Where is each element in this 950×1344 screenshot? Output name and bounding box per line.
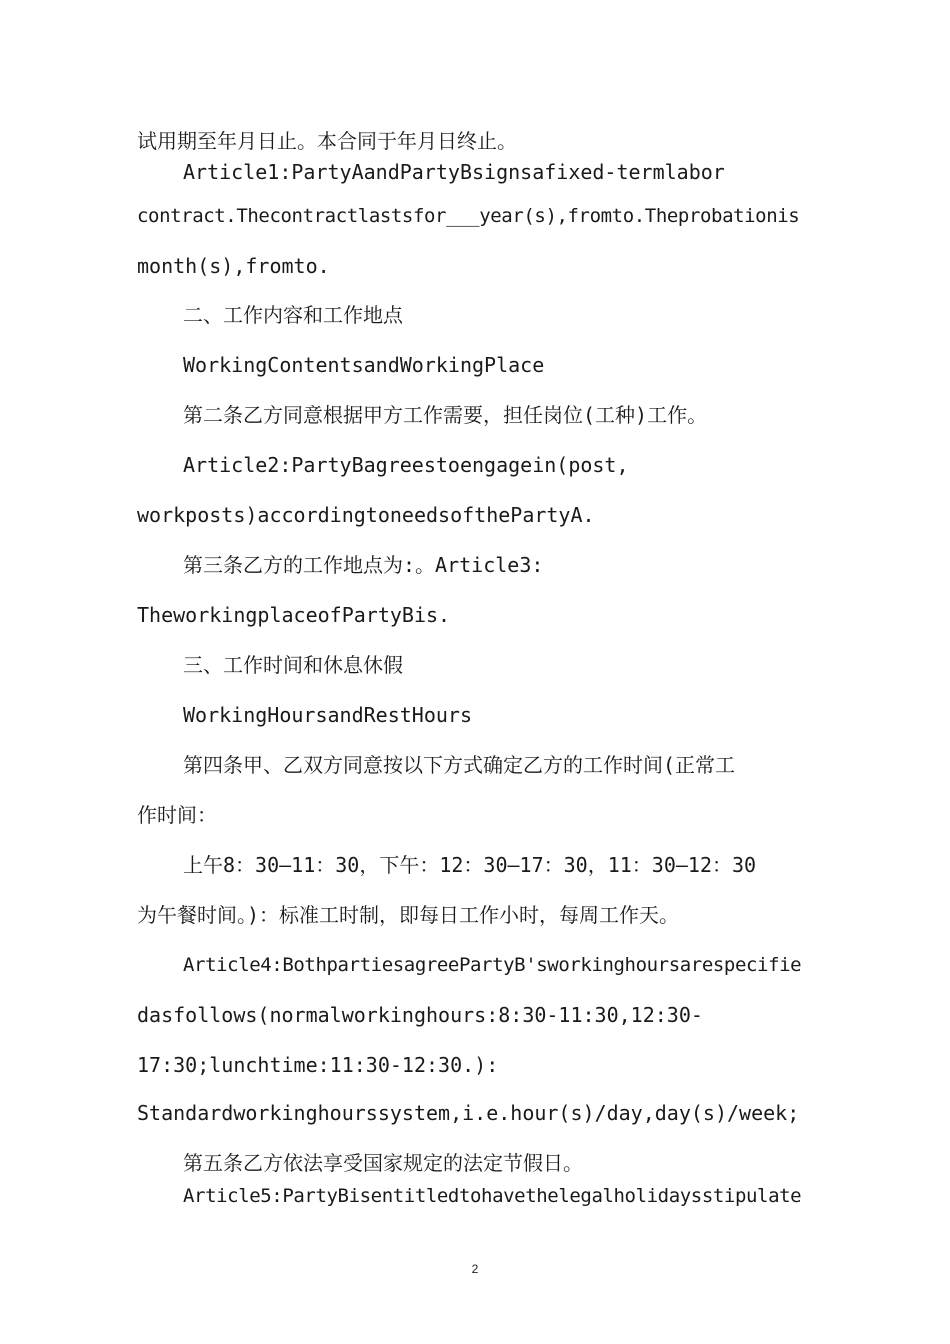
- text-line: 为午餐时间。)：标准工时制，即每日工作小时，每周工作天。: [137, 903, 680, 927]
- text-line: 17:30;lunchtime:11:30-12:30.):: [137, 1053, 499, 1077]
- text-line: Article1:PartyAandPartyBsignsafixed-termlabor: [183, 160, 725, 184]
- text-line: Standardworkinghourssystem,i.e.hour(s)/day,day(s)/week;: [137, 1101, 800, 1125]
- section-heading: 二、工作内容和工作地点: [183, 303, 403, 327]
- text-line: Article2:PartyBagreestoengagein(post,: [183, 453, 629, 477]
- section-heading: 三、工作时间和休息休假: [183, 653, 403, 677]
- section-heading-english: WorkingHoursandRestHours: [183, 703, 472, 727]
- text-line: Article4:BothpartiesagreePartyB'sworkinghoursarespecifie: [183, 954, 802, 976]
- text-line: workposts)accordingtoneedsofthePartyA.: [137, 503, 595, 527]
- text-line: 第三条乙方的工作地点为:。Article3:: [183, 553, 544, 577]
- text-line: contract.Thecontractlastsfor___year(s),fromto.Theprobationis: [137, 205, 800, 227]
- text-line: 第五条乙方依法享受国家规定的法定节假日。: [183, 1151, 583, 1175]
- text-line: TheworkingplaceofPartyBis.: [137, 603, 451, 627]
- text-line: month(s),fromto.: [137, 254, 330, 278]
- text-line: 第四条甲、乙双方同意按以下方式确定乙方的工作时间(正常工: [183, 753, 736, 777]
- text-line: 作时间：: [137, 803, 217, 827]
- text-line: Article5:PartyBisentitledtohavethelegalholidaysstipulate: [183, 1185, 802, 1207]
- page-number: 2: [471, 1262, 479, 1276]
- text-line: 上午8：30—11：30，下午：12：30—17：30，11：30—12：30: [183, 853, 757, 877]
- section-heading-english: WorkingContentsandWorkingPlace: [183, 353, 545, 377]
- text-line: 试用期至年月日止。本合同于年月日终止。: [137, 129, 517, 153]
- text-line: 第二条乙方同意根据甲方工作需要，担任岗位(工种)工作。: [183, 403, 708, 427]
- text-line: dasfollows(normalworkinghours:8:30-11:30,12:30-: [137, 1003, 703, 1027]
